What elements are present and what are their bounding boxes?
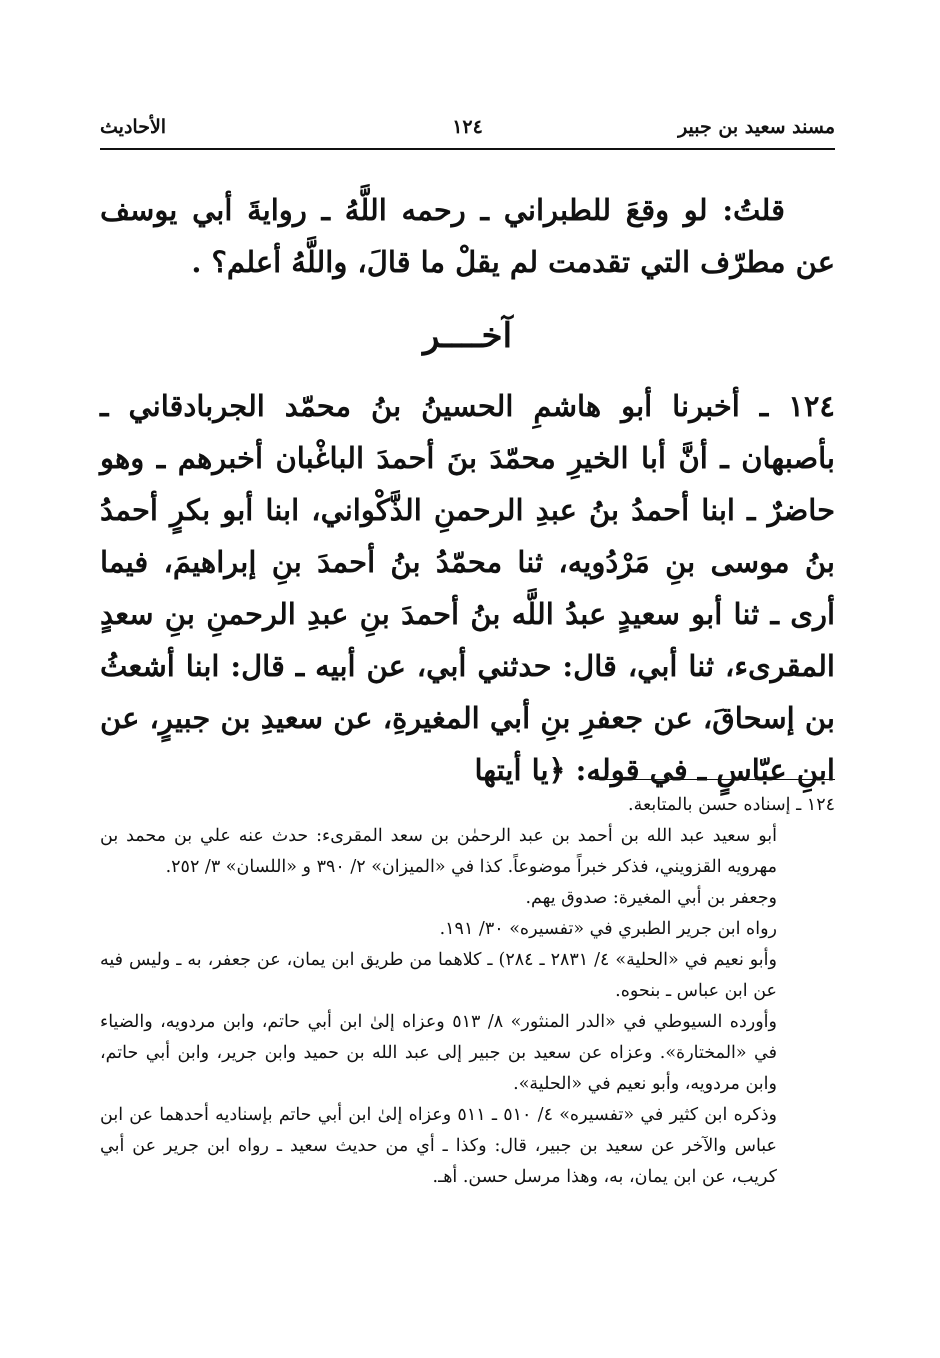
footnote-line: رواه ابن جرير الطبري في «تفسيره» ٣٠/ ١٩١. bbox=[439, 919, 777, 939]
header-divider bbox=[100, 148, 835, 150]
running-header bbox=[100, 112, 835, 146]
footnotes bbox=[100, 790, 835, 1193]
footnote-line: وأورده السيوطي في «الدر المنثور» ٨/ ٥١٣ وعزاه إلىٰ ابن أبي حاتم، وابن مردويه، والضياء في «المختارة». وعزاه عن سعيد بن جبير إلى عبد الله بن حميد وابن جرير، وابن أبي حاتم، وابن مردويه، وأبو نعيم في «الحلية». bbox=[100, 1012, 777, 1094]
footnote-line: وأبو نعيم في «الحلية» ٤/ ٢٨٣١ ـ ٢٨٤) ـ كلاهما من طريق ابن يمان، عن جعفر، به ـ وليس فيه عن ابن عباس ـ بنحوه. bbox=[100, 950, 777, 1001]
section-title: آخــــر bbox=[422, 316, 513, 356]
footnote-divider bbox=[595, 779, 835, 780]
book-title: مسند سعيد بن جبير bbox=[678, 116, 835, 138]
footnote-line: أبو سعيد عبد الله بن أحمد بن عبد الرحمٰن بن سعد المقرىء: حدث عنه علي بن محمد بن مهرويه القزويني، فذكر خبراً موضوعاً. كذا في «الميزان» ٢/ ٣٩٠ و «اللسان» ٣/ ٢٥٢. bbox=[100, 826, 777, 877]
hadith-paragraph: ١٢٤ ـ أخبرنا أبو هاشمِ الحسينُ بنُ محمّد الجربادقاني ـ بأصبهان ـ أنَّ أبا الخيرِ محمّدَ بنَ أحمدَ الباغْبان أخبرهم ـ وهو حاضرٌ ـ ابنا أحمدُ بنُ عبدِ الرحمنِ الذَّكْواني، ابنا أبو بكرٍ أحمدُ بنُ موسى بنِ مَرْدُويه، ثنا محمّدُ بنُ أحمدَ بنِ إبراهيمَ، فيما أرى ـ ثنا أبو سعيدٍ عبدُ اللَّه بنُ أحمدَ بنِ عبدِ الرحمنِ بنِ سعدٍ المقرىء، ثنا أبي، قال: حدثني أبي، عن أبيه ـ قال: ابنا أشعثُ بن إسحاقَ، عن جعفرِ بنِ أبي المغيرةِ، عن سعيدِ بن جبيرٍ، عن ابنِ عبّاسٍ ـ في قوله: ﴿يا أيتها bbox=[100, 389, 835, 787]
footnote-number-line: ١٢٤ ـ إسناده حسن بالمتابعة. bbox=[628, 795, 835, 815]
section-name: الأحاديث bbox=[100, 116, 167, 138]
footnote-line: وذكره ابن كثير في «تفسيره» ٤/ ٥١٠ ـ ٥١١ وعزاه إلىٰ ابن أبي حاتم بإسناديه أحدهما عن ابن عباس والآخر عن سعيد بن جبير، قال: وكذا ـ أي من حديث سعيد ـ رواه ابن جرير عن أبي كريب، عن ابن يمان، به، وهذا مرسل حسن. أهـ. bbox=[100, 1105, 777, 1187]
footnote-line: وجعفر بن أبي المغيرة: صدوق يهم. bbox=[525, 888, 777, 908]
intro-paragraph: قلتُ: لو وقعَ للطبراني ـ رحمه اللَّهُ ـ روايةَ أبي يوسف عن مطرّف التي تقدمت لم يقلْ ما قالَ، واللَّهُ أعلم؟ . bbox=[100, 193, 835, 279]
page-number: ١٢٤ bbox=[452, 116, 483, 138]
